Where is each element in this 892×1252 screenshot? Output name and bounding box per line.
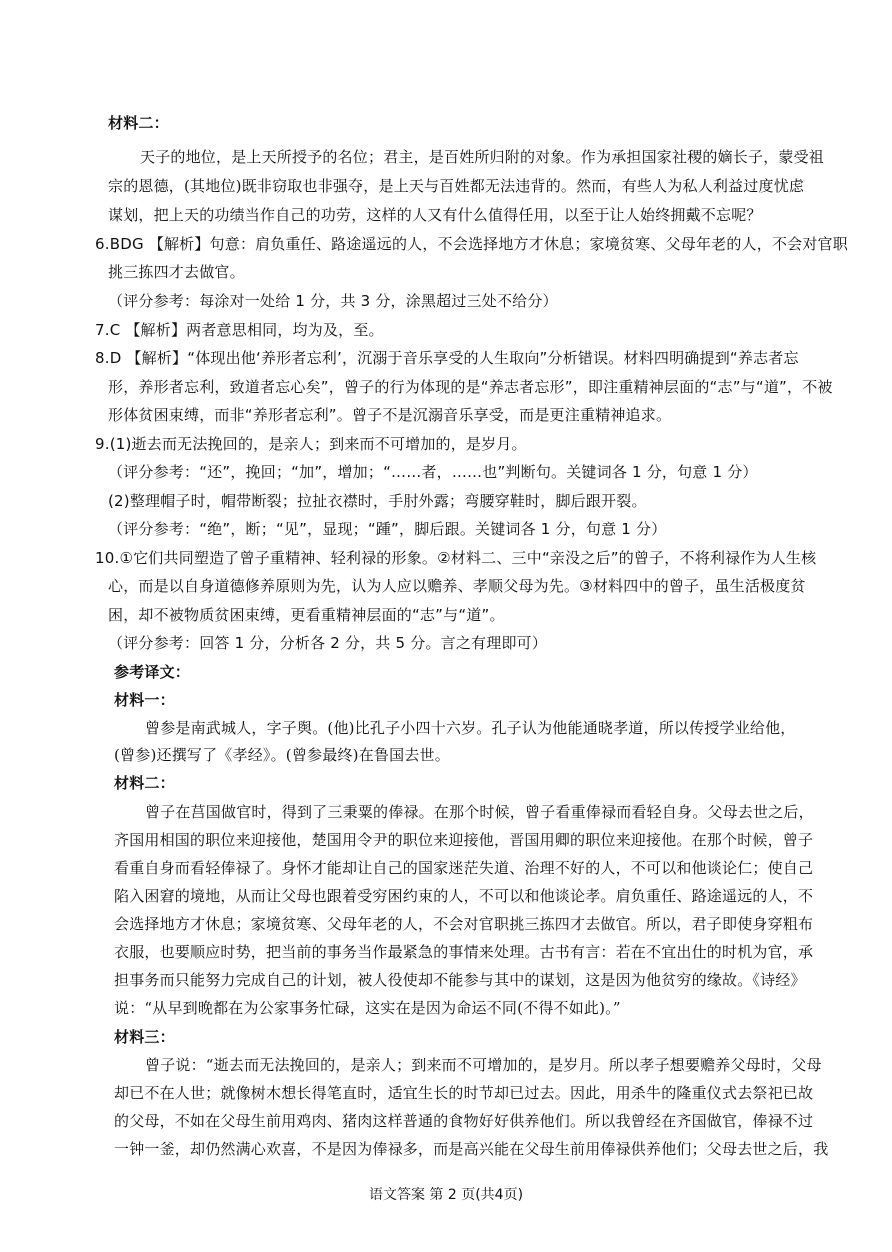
material2-heading: 材料二： — [108, 114, 169, 132]
answer-9-line-1: 9.(1)逝去而无法挽回的，是亲人；到来而不可增加的，是岁月。 — [95, 435, 527, 453]
answer-9-line-2: (2)整理帽子时，帽带断裂；拉扯衣襟时，手肘外露；弯腰穿鞋时，脚后跟开裂。 — [108, 492, 647, 510]
material2-line-3: 谋划，把上天的功绩当作自己的功劳，这样的人又有什么值得任用，以至于让人始终拥戴不忘呢？ — [108, 206, 762, 224]
answer-6-line-2: 挑三拣四才去做官。 — [108, 263, 245, 281]
material2-line-2: 宗的恩德，(其地位)既非窃取也非强夺，是上天与百姓都无法违背的。然而，有些人为私人利益过度忧虑 — [108, 177, 805, 195]
translation-material2-line-8: 说：“从早到晚都在为公家事务忙碌，这实在是因为命运不同(不得不如此)。” — [114, 999, 621, 1017]
translation-material2-line-3: 看重自身而看轻俸禄了。身怀才能却让自己的国家迷茫失道、治理不好的人，不可以和他谈论仁；使自己 — [114, 859, 814, 877]
translation-material2-heading: 材料二： — [114, 774, 175, 792]
answer-9-grading-2: （评分参考：“绝”，断；“见”，显现；“踵”，脚后跟。关键词各 1 分，句意 1 分） — [108, 520, 667, 538]
translation-material3-line-1: 曾子说：“逝去而无法挽回的，是亲人；到来而不可增加的，是岁月。所以孝子想要赡养父母时，父母 — [145, 1056, 822, 1074]
answer-9-grading-1: （评分参考：“还”，挽回；“加”，增加；“……者，……也”判断句。关键词各 1 分，句意 1 分） — [108, 463, 758, 481]
answer-6-line-1: 6.BDG 【解析】句意：肩负重任、路途遥远的人，不会选择地方才休息；家境贫寒、父母年老的人，不会对官职 — [95, 235, 848, 253]
translation-material3-line-3: 的父母，不如在父母生前用鸡肉、猪肉这样普通的食物好好供养他们。所以我曾经在齐国做官，俸禄不过 — [114, 1112, 814, 1130]
answer-10-line-1: 10.①它们共同塑造了曾子重精神、轻利禄的形象。②材料二、三中“亲没之后”的曾子，不将利禄作为人生核 — [95, 549, 817, 567]
page-footer: 语文答案 第 2 页(共4页) — [368, 1187, 524, 1203]
answer-10-grading: （评分参考：回答 1 分，分析各 2 分，共 5 分。言之有理即可） — [108, 634, 548, 652]
answer-10-line-2: 心，而是以自身道德修养原则为先，认为人应以赡养、孝顺父母为先。③材料四中的曾子，虽生活极度贫 — [108, 577, 806, 595]
translation-material2-line-2: 齐国用相国的职位来迎接他，楚国用令尹的职位来迎接他，晋国用卿的职位来迎接他。在那个时候，曾子 — [114, 831, 814, 849]
translation-material2-line-4: 陷入困窘的境地，从而让父母也跟着受穷困约束的人，不可以和他谈论孝。肩负重任、路途遥远的人，不 — [114, 887, 814, 905]
translation-material3-heading: 材料三： — [114, 1028, 175, 1046]
translation-material2-line-1: 曾子在莒国做官时，得到了三秉粟的俸禄。在那个时候，曾子看重俸禄而看轻自身。父母去世之后， — [145, 803, 814, 821]
translation-material2-line-7: 担事务而只能努力完成自己的计划，被人役使却不能参与其中的谋划，这是因为他贫穷的缘故。《诗经》 — [114, 971, 806, 989]
answer-8-line-3: 形体贫困束缚，而非“养形者忘利”。曾子不是沉溺音乐享受，而是更注重精神追求。 — [108, 406, 672, 424]
answer-7-line-1: 7.C 【解析】两者意思相同，均为及，至。 — [95, 321, 384, 339]
translation-heading: 参考译文： — [114, 663, 191, 681]
translation-material3-line-4: 一钟一釜，却仍然满心欢喜，不是因为俸禄多，而是高兴能在父母生前用俸禄供养他们；父母去世之后，我 — [114, 1140, 829, 1158]
answer-8-line-2: 形，养形者忘利，致道者忘心矣”，曾子的行为体现的是“养志者忘形”，即注重精神层面的“志”与“道”，不被 — [108, 378, 833, 396]
answer-10-line-3: 困，却不被物质贫困束缚，更看重精神层面的“志”与“道”。 — [108, 606, 505, 624]
translation-material1-line-2: (曾参)还撰写了《孝经》。(曾参最终)在鲁国去世。 — [114, 746, 450, 764]
answer-8-line-1: 8.D 【解析】“体现出他‘养形者忘利’，沉溺于音乐享受的人生取向”分析错误。材料四明确提到“养志者忘 — [95, 349, 799, 367]
translation-material2-line-6: 衣服，也要顺应时势，把当前的事务当作最紧急的事情来处理。古书有言：若在不宜出仕的时机为官，承 — [114, 943, 814, 961]
translation-material1-line-1: 曾参是南武城人，字子舆。(他)比孔子小四十六岁。孔子认为他能通晓孝道，所以传授学业给他， — [145, 719, 796, 737]
translation-material1-heading: 材料一： — [114, 691, 175, 709]
translation-material3-line-2: 却已不在人世；就像树木想长得笔直时，适宜生长的时节却已过去。因此，用杀牛的隆重仪式去祭祀已故 — [114, 1084, 814, 1102]
translation-material2-line-5: 会选择地方才休息；家境贫寒、父母年老的人，不会对官职挑三拣四才去做官。所以，君子即使身穿粗布 — [114, 915, 814, 933]
material2-line-1: 天子的地位，是上天所授予的名位；君主，是百姓所归附的对象。作为承担国家社稷的嫡长子，蒙受祖 — [140, 148, 825, 166]
answer-6-grading: （评分参考：每涂对一处给 1 分，共 3 分，涂黑超过三处不给分） — [108, 292, 558, 310]
